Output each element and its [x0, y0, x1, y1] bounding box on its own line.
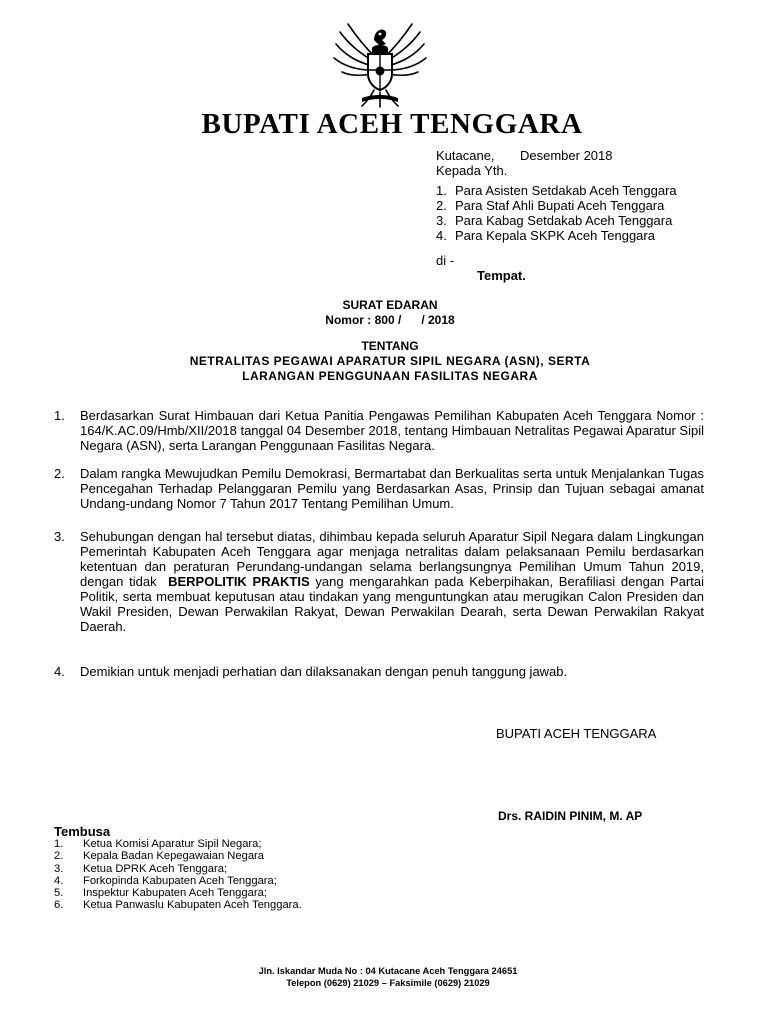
signatory-name: Drs. RAIDIN PINIM, M. AP — [498, 809, 643, 823]
place-date — [436, 148, 656, 163]
paragraph-1: 1. Berdasarkan Surat Himbauan dari Ketua Panitia Pengawas Pemilihan Kabupaten Aceh Tenggara Nomor : 164/K.AC.09/Hmb/XII/2018 tanggal 04 Desember 2018, tentang Himbauan Netralitas Pegawai Aparatur Sipil Negara (ASN), serta Larangan Penggunaan Fasilitas Negara. — [54, 408, 704, 453]
place: Kutacane, — [436, 148, 495, 163]
cc-list — [54, 838, 302, 912]
emphasis-text: BERPOLITIK PRAKTIS — [168, 574, 310, 589]
subject-line-1: NETRALITAS PEGAWAI APARATUR SIPIL NEGARA (ASN), SERTA — [189, 354, 591, 368]
footer-phone: Telepon (0629) 21029 – Faksimile (0629) 21029 — [286, 978, 490, 988]
letter-type: SURAT EDARAN — [342, 298, 438, 312]
list-item: 6. Ketua Panwaslu Kabupaten Aceh Tenggara. — [54, 899, 302, 912]
list-item: 5. Inspektur Kabupaten Aceh Tenggara; — [54, 887, 267, 900]
tentang-heading: TENTANG — [361, 339, 419, 353]
di-label: di - — [436, 253, 455, 268]
list-item: 2. Kepala Badan Kepegawaian Negara — [54, 850, 265, 863]
list-item: 4. Forkopinda Kabupaten Aceh Tenggara; — [54, 874, 277, 887]
paragraph-2: 2. Dalam rangka Mewujudkan Pemilu Demokrasi, Bermartabat dan Berkualitas serta untuk Menjalankan Tugas Pencegahan Terhadap Pelanggaran Pemilu yang Berdasarkan Asas, Prinsip dan Tujuan sebagai amanat Undang-undang Nomor 7 Tahun 2017 Tentang Pemilihan Umum. — [54, 466, 704, 511]
recipient-list — [436, 183, 677, 243]
garuda-pancasila-emblem-icon — [328, 18, 432, 108]
list-item: 1. Ketua Komisi Aparatur Sipil Negara; — [54, 838, 262, 850]
subject-line-2: LARANGAN PENGGUNAAN FASILITAS NEGARA — [242, 369, 538, 383]
letter-number: Nomor : 800 / / 2018 — [325, 313, 455, 327]
date: Desember 2018 — [520, 148, 613, 163]
list-item: 3. Ketua DPRK Aceh Tenggara; — [54, 862, 228, 875]
letterhead-title: BUPATI ACEH TENGGARA — [201, 108, 583, 140]
paragraph-3: 3. Sehubungan dengan hal tersebut diatas, dihimbau kepada seluruh Aparatur Sipil Negara dalam Lingkungan Pemerintah Kabupaten Aceh Tenggara agar menjaga netralitas dalam pelaksanaan Pemilu berdasarkan ketentuan dan peraturan Perundang-undangan selama berlangsungnya Pemilihan Umum Tahun 2019, dengan tidak BERPOLITIK PRAKTIS yang mengarahkan pada Keberpihakan, Berafiliasi dengan Partai Politik, serta membuat keputusan atau tindakan yang menguntungkan atau merugikan Calon Presiden dan Wakil Presiden, Dewan Perwakilan Rakyat, Dewan Perwakilan Dearah, serta Dewan Perwakilan Rakyat Daerah. — [54, 529, 704, 634]
list-item: 4. Para Kepala SKPK Aceh Tenggara — [436, 228, 655, 243]
list-item: 3. Para Kabag Setdakab Aceh Tenggara — [436, 213, 673, 228]
list-item: 1. Para Asisten Setdakab Aceh Tenggara — [436, 183, 677, 198]
paragraph-4: 4. Demikian untuk menjadi perhatian dan dilaksanakan dengan penuh tanggung jawab. — [54, 664, 568, 679]
list-item: 2. Para Staf Ahli Bupati Aceh Tenggara — [436, 198, 665, 213]
footer-address: Jln. Iskandar Muda No : 04 Kutacane Aceh Tenggara 24651 — [258, 966, 518, 976]
addressee-label: Kepada Yth. — [436, 163, 508, 178]
tempat-label: Tempat. — [477, 268, 526, 283]
signatory-title: BUPATI ACEH TENGGARA — [496, 726, 657, 741]
cc-heading: Tembusa — [54, 824, 111, 839]
